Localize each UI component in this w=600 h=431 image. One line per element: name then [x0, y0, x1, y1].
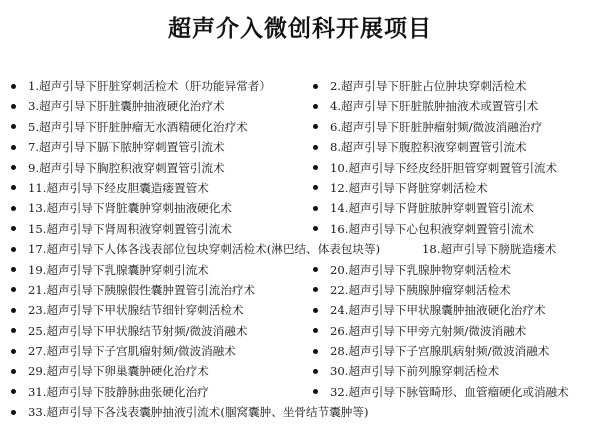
project-item: [313, 198, 534, 218]
project-item: [11, 76, 271, 96]
project-item-label: 21.超声引导下胰腺假性囊肿置管引流治疗术: [28, 282, 256, 297]
project-item-label: 1.超声引导下肝脏穿刺活检术（肝功能异常者）: [28, 79, 271, 93]
project-item: [11, 198, 232, 218]
bullet-icon: [313, 389, 318, 394]
project-item-label: 18.超声引导下膀胱造瘘术: [422, 242, 557, 257]
project-row: [0, 117, 600, 137]
bullet-icon: [11, 124, 16, 129]
project-row: [0, 219, 600, 239]
project-item: [313, 96, 538, 116]
project-list: [0, 76, 600, 423]
bullet-icon: [313, 124, 318, 129]
project-row: [0, 341, 600, 361]
project-item-label: 6.超声引导下肝脏肿瘤射频/微波消融治疗: [330, 119, 543, 134]
project-row: [0, 76, 600, 96]
bullet-icon: [11, 410, 16, 415]
project-item: [313, 341, 549, 361]
bullet-icon: [313, 226, 318, 231]
project-item: [313, 382, 569, 402]
project-item: [11, 137, 225, 157]
project-item: [313, 76, 527, 96]
project-item-label: 24.超声引导下甲状腺囊肿抽液硬化治疗术: [330, 303, 546, 318]
project-item-label: 12.超声引导下肾脏穿刺活检术: [330, 180, 488, 195]
project-item: [11, 239, 380, 259]
project-row: [0, 321, 600, 341]
bullet-icon: [313, 84, 318, 89]
project-item: [11, 402, 369, 422]
project-item-label: 13.超声引导下肾脏囊肿穿刺抽液硬化术: [28, 201, 232, 216]
bullet-icon: [313, 328, 318, 333]
project-item-label: 32.超声引导下脉管畸形、血管瘤硬化或消融术: [330, 384, 569, 399]
project-item-label: 4.超声引导下肝脏脓肿抽液术或置管引术: [330, 99, 539, 114]
project-item-label: 31.超声引导下肢静脉曲张硬化治疗: [28, 384, 209, 399]
project-row: [0, 178, 600, 198]
project-item-label: 11.超声引导下经皮胆囊造瘘置管术: [28, 180, 209, 195]
bullet-icon: [11, 389, 16, 394]
project-item-label: 3.超声引导下肝脏囊肿抽液硬化治疗术: [28, 99, 225, 114]
project-item: [11, 382, 209, 402]
bullet-icon: [11, 287, 16, 292]
bullet-icon: [313, 267, 318, 272]
project-row: [0, 158, 600, 178]
bullet-icon: [11, 267, 16, 272]
project-item: [11, 341, 236, 361]
project-item: [11, 321, 247, 341]
project-row: [0, 402, 600, 422]
project-item: [11, 178, 209, 198]
project-item-label: 29.超声引导下卵巢囊肿硬化治疗术: [28, 364, 209, 379]
project-row: [0, 280, 600, 300]
bullet-icon: [313, 104, 318, 109]
project-item: [313, 300, 546, 320]
project-item-label: 5.超声引导下肝脏肿瘤无水酒精硬化治疗术: [28, 119, 248, 134]
project-item-label: 9.超声引导下胸腔积液穿刺置管引流术: [28, 160, 225, 175]
project-item-label: 16.超声引导下心包积液穿刺置管引流术: [330, 221, 534, 236]
project-item: [11, 260, 209, 280]
bullet-icon: [313, 185, 318, 190]
project-item: [11, 158, 225, 178]
bullet-icon: [313, 287, 318, 292]
bullet-icon: [313, 349, 318, 354]
bullet-icon: [11, 145, 16, 150]
project-row: [0, 96, 600, 116]
project-item: [313, 280, 511, 300]
project-item: [11, 219, 232, 239]
project-row: [0, 361, 600, 381]
project-item: [11, 96, 225, 116]
project-item: [11, 117, 248, 137]
page-title: 超声介入微创科开展项目: [168, 16, 432, 42]
project-item: [313, 361, 499, 381]
project-item: [11, 361, 209, 381]
project-item-label: 2.超声引导下肝脏占位肿块穿刺活检术: [330, 79, 527, 93]
project-item: [313, 219, 534, 239]
project-item-label: 30.超声引导下前列腺穿刺活检术: [330, 364, 500, 379]
project-item-label: 10.超声引导下经皮经肝胆管穿刺置管引流术: [330, 160, 558, 175]
project-item: [313, 158, 557, 178]
bullet-icon: [11, 165, 16, 170]
bullet-icon: [11, 185, 16, 190]
bullet-icon: [11, 308, 16, 313]
bullet-icon: [11, 206, 16, 211]
project-item: [313, 321, 526, 341]
project-item-label: 27.超声引导下子宫肌瘤射频/微波消融术: [28, 344, 236, 359]
bullet-icon: [11, 104, 16, 109]
bullet-icon: [11, 84, 16, 89]
project-item-label: 19.超声引导下乳腺囊肿穿刺引流术: [28, 262, 209, 277]
bullet-icon: [313, 369, 318, 374]
project-item-label: 15.超声引导下肾周积液穿刺置管引流术: [28, 221, 232, 236]
project-item-label: 25.超声引导下甲状腺结节射频/微波消融术: [28, 323, 248, 338]
project-row: [0, 239, 600, 259]
bullet-icon: [313, 308, 318, 313]
bullet-icon: [11, 369, 16, 374]
bullet-icon: [11, 226, 16, 231]
project-item-label: 8.超声引导下腹腔积液穿刺置管引流术: [330, 140, 527, 155]
project-item: [11, 280, 255, 300]
project-item: [313, 260, 511, 280]
project-row: [0, 382, 600, 402]
bullet-icon: [313, 145, 318, 150]
project-item-label: 33.超声引导下各浅表囊肿抽液引流术(腘窝囊肿、坐骨结节囊肿等): [28, 405, 369, 420]
project-row: [0, 137, 600, 157]
project-item: [313, 117, 542, 137]
bullet-icon: [313, 165, 318, 170]
project-row: [0, 198, 600, 218]
project-item: [313, 137, 527, 157]
project-item-label: 28.超声引导下子宫腺肌病射频/微波消融术: [330, 344, 550, 359]
project-item-label: 14.超声引导下肾脏脓肿穿刺置管引流术: [330, 201, 534, 216]
bullet-icon: [11, 349, 16, 354]
project-item-label: 26.超声引导下甲旁亢射频/微波消融术: [330, 323, 527, 338]
bullet-icon: [11, 328, 16, 333]
project-item: [11, 300, 244, 320]
project-row: [0, 300, 600, 320]
bullet-icon: [313, 206, 318, 211]
project-row: [0, 260, 600, 280]
project-item-label: 23.超声引导下甲状腺结节细针穿刺活检术: [28, 303, 244, 318]
bullet-icon: [11, 247, 16, 252]
project-item-label: 20.超声引导下乳腺肿物穿刺活检术: [330, 262, 511, 277]
project-item-label: 22.超声引导下胰腺肿瘤穿刺活检术: [330, 282, 511, 297]
project-item-label: 7.超声引导下膈下脓肿穿刺置管引流术: [28, 140, 225, 155]
project-item-label: 17.超声引导下人体各浅表部位包块穿刺活检术(淋巴结、体表包块等): [28, 242, 381, 257]
project-item: [422, 239, 556, 259]
project-item: [313, 178, 488, 198]
